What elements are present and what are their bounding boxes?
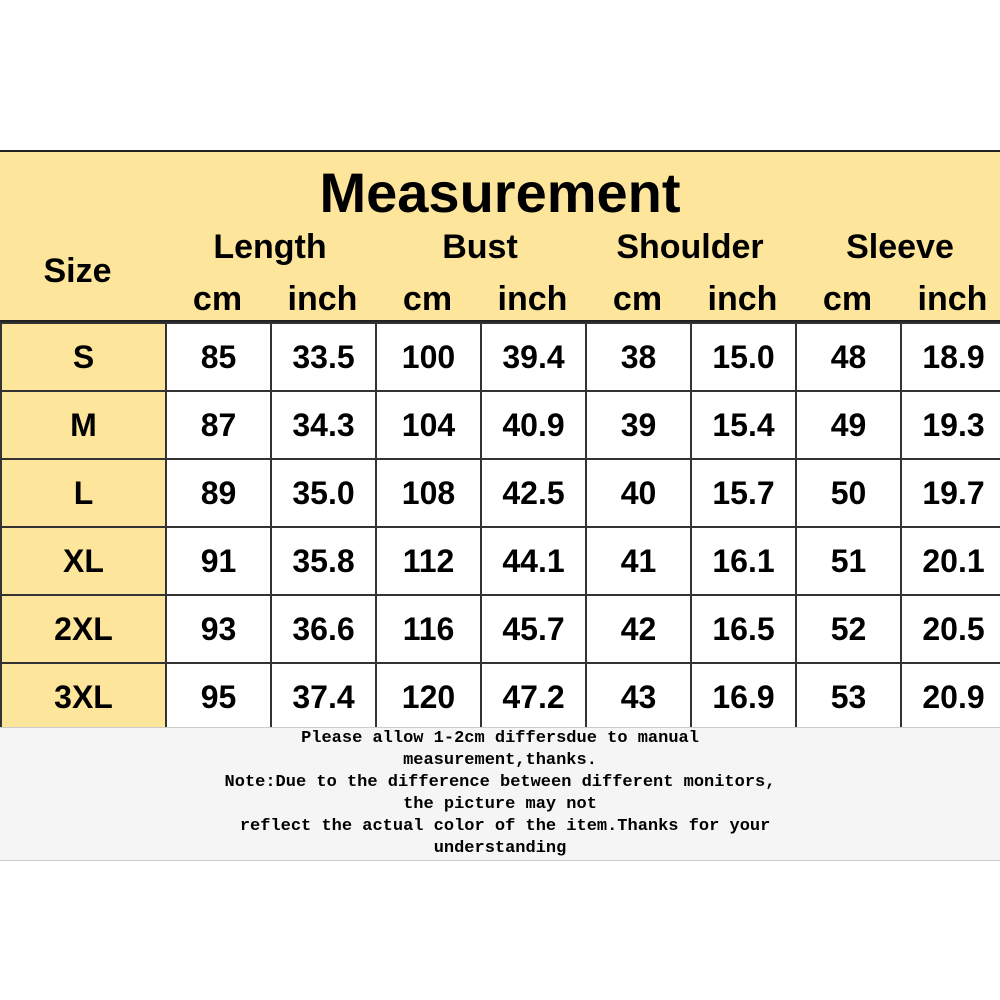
size-cell: M bbox=[1, 391, 166, 459]
value-cell: 19.3 bbox=[901, 391, 1000, 459]
size-cell: 3XL bbox=[1, 663, 166, 731]
unit-header: inch bbox=[497, 280, 568, 318]
value-cell: 112 bbox=[376, 527, 481, 595]
value-cell: 50 bbox=[796, 459, 901, 527]
value-cell: 100 bbox=[376, 323, 481, 391]
value-cell: 15.4 bbox=[691, 391, 796, 459]
value-cell: 39 bbox=[586, 391, 691, 459]
table-row bbox=[1, 323, 1000, 391]
size-cell: XL bbox=[1, 527, 166, 595]
value-cell: 18.9 bbox=[901, 323, 1000, 391]
value-cell: 15.0 bbox=[691, 323, 796, 391]
table-row bbox=[1, 527, 1000, 595]
unit-header: inch bbox=[917, 280, 988, 318]
value-cell: 19.7 bbox=[901, 459, 1000, 527]
note-line: Note:Due to the difference between different monitors, bbox=[224, 773, 776, 792]
value-cell: 91 bbox=[166, 527, 271, 595]
group-header-shoulder: Shoulder bbox=[616, 228, 764, 266]
note-line: measurement,thanks. bbox=[403, 751, 597, 770]
value-cell: 35.8 bbox=[271, 527, 376, 595]
value-cell: 44.1 bbox=[481, 527, 586, 595]
value-cell: 108 bbox=[376, 459, 481, 527]
value-cell: 34.3 bbox=[271, 391, 376, 459]
value-cell: 47.2 bbox=[481, 663, 586, 731]
chart-header bbox=[0, 150, 1000, 322]
value-cell: 48 bbox=[796, 323, 901, 391]
table-row bbox=[1, 391, 1000, 459]
value-cell: 43 bbox=[586, 663, 691, 731]
value-cell: 20.5 bbox=[901, 595, 1000, 663]
value-cell: 95 bbox=[166, 663, 271, 731]
value-cell: 38 bbox=[586, 323, 691, 391]
value-cell: 40.9 bbox=[481, 391, 586, 459]
value-cell: 16.9 bbox=[691, 663, 796, 731]
value-cell: 85 bbox=[166, 323, 271, 391]
value-cell: 51 bbox=[796, 527, 901, 595]
value-cell: 40 bbox=[586, 459, 691, 527]
size-cell: 2XL bbox=[1, 595, 166, 663]
value-cell: 15.7 bbox=[691, 459, 796, 527]
value-cell: 37.4 bbox=[271, 663, 376, 731]
value-cell: 49 bbox=[796, 391, 901, 459]
value-cell: 104 bbox=[376, 391, 481, 459]
table-row bbox=[1, 595, 1000, 663]
table-row bbox=[1, 459, 1000, 527]
chart-title: Measurement bbox=[319, 161, 681, 224]
value-cell: 42 bbox=[586, 595, 691, 663]
unit-header: inch bbox=[287, 280, 358, 318]
value-cell: 52 bbox=[796, 595, 901, 663]
size-chart bbox=[0, 150, 1000, 732]
value-cell: 120 bbox=[376, 663, 481, 731]
table-row bbox=[1, 663, 1000, 731]
value-cell: 35.0 bbox=[271, 459, 376, 527]
value-cell: 93 bbox=[166, 595, 271, 663]
value-cell: 116 bbox=[376, 595, 481, 663]
note-line: reflect the actual color of the item.Thanks for your bbox=[229, 817, 771, 836]
value-cell: 36.6 bbox=[271, 595, 376, 663]
note-line: the picture may not bbox=[403, 795, 597, 814]
note-line: understanding bbox=[433, 839, 567, 858]
value-cell: 53 bbox=[796, 663, 901, 731]
size-cell: L bbox=[1, 459, 166, 527]
unit-header: inch bbox=[707, 280, 778, 318]
unit-header: cm bbox=[612, 280, 663, 318]
notes-block bbox=[0, 727, 1000, 861]
group-header-sleeve: Sleeve bbox=[846, 228, 954, 266]
value-cell: 89 bbox=[166, 459, 271, 527]
unit-header: cm bbox=[402, 280, 453, 318]
unit-header: cm bbox=[192, 280, 243, 318]
value-cell: 39.4 bbox=[481, 323, 586, 391]
size-column-header: Size bbox=[43, 252, 112, 290]
value-cell: 42.5 bbox=[481, 459, 586, 527]
measurement-table bbox=[0, 322, 1000, 732]
value-cell: 45.7 bbox=[481, 595, 586, 663]
value-cell: 33.5 bbox=[271, 323, 376, 391]
group-header-length: Length bbox=[213, 228, 327, 266]
value-cell: 16.5 bbox=[691, 595, 796, 663]
value-cell: 16.1 bbox=[691, 527, 796, 595]
size-cell: S bbox=[1, 323, 166, 391]
value-cell: 20.9 bbox=[901, 663, 1000, 731]
group-header-bust: Bust bbox=[442, 228, 518, 266]
note-line: Please allow 1-2cm differsdue to manual bbox=[301, 729, 699, 748]
value-cell: 20.1 bbox=[901, 527, 1000, 595]
unit-header: cm bbox=[822, 280, 873, 318]
value-cell: 87 bbox=[166, 391, 271, 459]
value-cell: 41 bbox=[586, 527, 691, 595]
